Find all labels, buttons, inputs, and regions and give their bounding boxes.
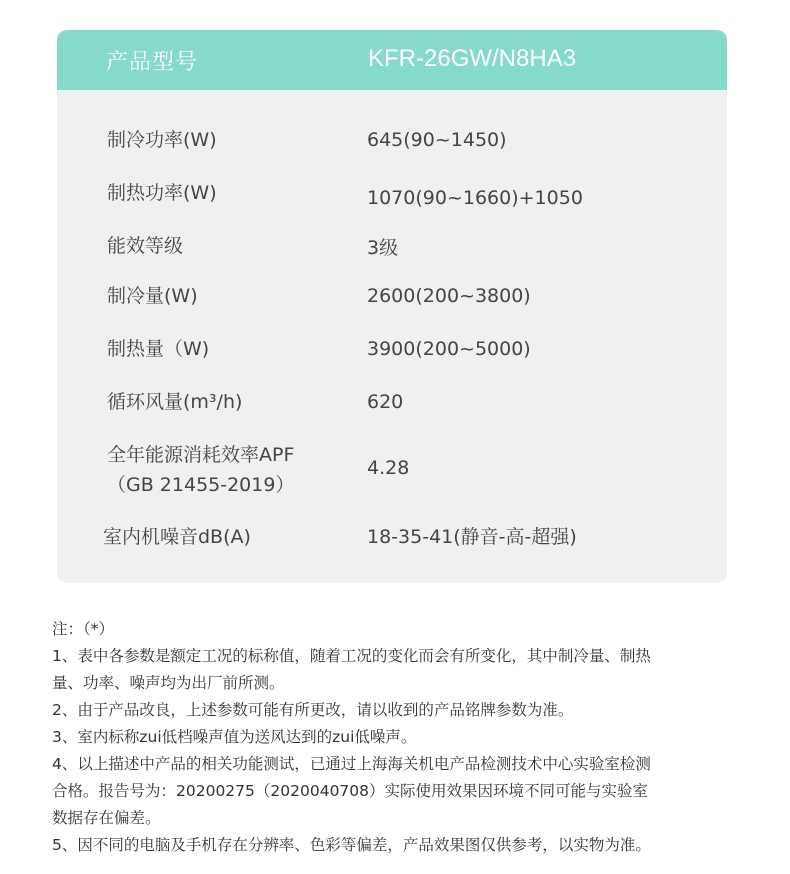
spec-label-line2: （GB 21455-2019）	[107, 474, 295, 496]
spec-label: 制热量（W)	[107, 338, 210, 360]
spec-value: 3900(200~5000)	[367, 338, 531, 360]
spec-card	[57, 30, 727, 583]
note-line: 量、功率、噪声均为出厂前所测。	[52, 674, 285, 692]
note-line: 4、以上描述中产品的相关功能测试，已通过上海海关机电产品检测技术中心实验室检测	[52, 755, 651, 773]
spec-label: 制热功率(W)	[107, 182, 217, 204]
note-line: 合格。报告号为：20200275（2020040708）实际使用效果因环境不同可能与实验室	[52, 782, 649, 800]
spec-label: 室内机噪音dB(A)	[103, 526, 251, 548]
model-label: 产品型号	[106, 50, 199, 75]
spec-value: 4.28	[367, 457, 410, 479]
spec-label: 能效等级	[107, 235, 184, 257]
note-line: 1、表中各参数是额定工况的标称值，随着工况的变化而会有所变化，其中制冷量、制热	[52, 647, 651, 665]
spec-label: 制冷功率(W)	[107, 129, 217, 151]
spec-label: 制冷量(W)	[107, 285, 198, 307]
spec-value: 645(90~1450)	[367, 129, 507, 151]
note-line: 5、因不同的电脑及手机存在分辨率、色彩等偏差，产品效果图仅供参考，以实物为准。	[52, 836, 651, 854]
notes-title: 注：（*）	[52, 620, 115, 638]
model-value: KFR-26GW/N8HA3	[368, 45, 577, 72]
note-line: 3、室内标称zui低档噪声值为送风达到的zui低噪声。	[52, 728, 417, 746]
spec-value: 2600(200~3800)	[367, 285, 531, 307]
note-line: 数据存在偏差。	[52, 809, 161, 827]
spec-value: 1070(90~1660)+1050	[367, 187, 583, 209]
spec-card-header	[57, 30, 727, 90]
spec-label-line1: 全年能源消耗效率APF	[107, 444, 295, 466]
note-line: 2、由于产品改良，上述参数可能有所更改，请以收到的产品铭牌参数为准。	[52, 701, 574, 719]
spec-label: 循环风量(m³/h)	[107, 391, 243, 413]
spec-value: 18-35-41(静音-高-超强)	[367, 526, 577, 548]
notes-section	[52, 616, 762, 859]
spec-value: 620	[367, 391, 404, 413]
spec-value: 3级	[367, 237, 399, 259]
